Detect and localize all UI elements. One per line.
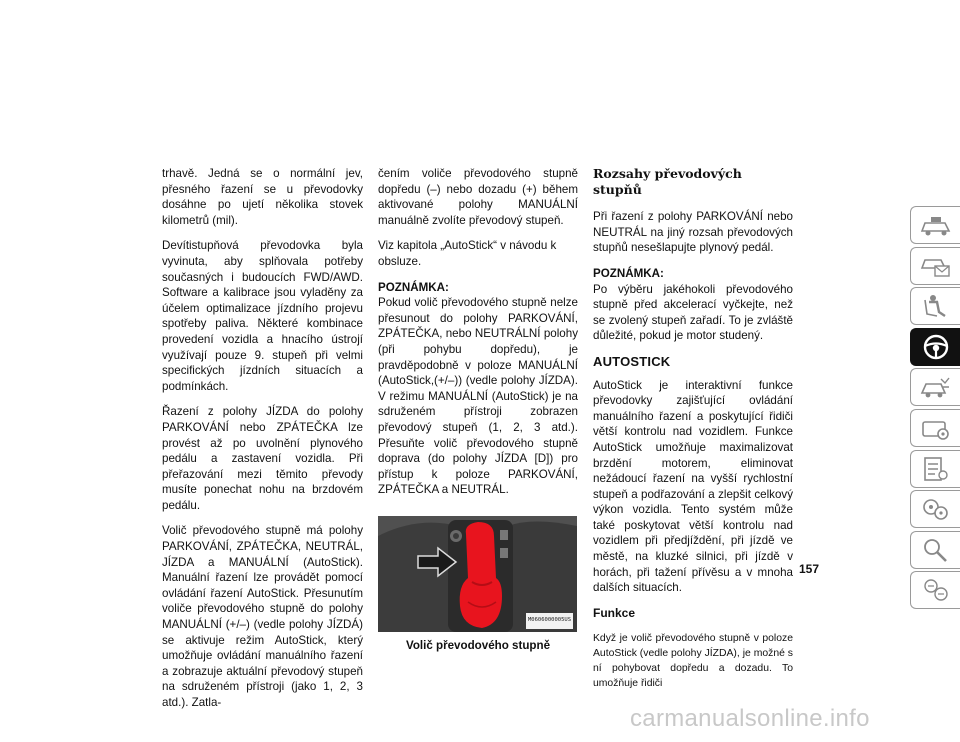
subsection-heading: Funkce <box>593 605 636 620</box>
seat-person-icon <box>919 292 953 320</box>
watermark: carmanualsonline.info <box>630 705 870 732</box>
tab-car-crash[interactable] <box>910 368 960 406</box>
paragraph: AutoStick je interaktivní funkce převodovky zajišťující ovládání manuálního řazení a poskytující řidiči větší kontrolu nad vozidlem. Funkce AutoStick umožňuje maximalizovat brzdění motorem, eliminovat nežádoucí řazení na vyšší rychlostní stupeň a podřazování a zlepšit celkový výkon vozidla. Tento systém může také poskytovat větší kontrolu nad vozidlem při předjíždění, při jízdě ve městě, na kluzké silnici, při jízdě v horách, při tažení přívěsu a v mnoha dalších situacích. <box>593 378 793 595</box>
magnifier-icon <box>919 536 953 564</box>
figure-code: M0606000005US <box>526 613 573 629</box>
gear-selector-figure <box>378 516 577 632</box>
page-number: 157 <box>799 562 820 576</box>
car-crash-icon <box>919 373 953 401</box>
tab-car-gear[interactable] <box>910 409 960 447</box>
note <box>378 280 578 498</box>
tab-car-mail[interactable] <box>910 247 960 285</box>
note <box>593 266 793 344</box>
paragraph: Když je volič převodového stupně v poloze AutoStick (vedle polohy JÍZDA), je možné s ní pohybovat dopředu a dozadu. To umožňuje řidiči <box>593 633 793 690</box>
paragraph: Viz kapitola „AutoStick“ v návodu k obsluze. <box>378 239 557 268</box>
checklist-icon <box>919 455 953 483</box>
car-mail-icon <box>919 252 953 280</box>
paragraph: čením voliče převodového stupně dopředu (–) nebo dozadu (+) během aktivované polohy MANUÁLNÍ manuálně zvolíte převodový stupeň. <box>378 167 578 227</box>
tab-checklist[interactable] <box>910 450 960 488</box>
media-discs-icon <box>919 495 953 523</box>
paragraph: Řazení z polohy JÍZDA do polohy PARKOVÁNÍ nebo ZPÁTEČKA lze provést až po uvolnění plynového pedálu a zastavení vozidla. Při přeřazování mezi těmito převody musíte ponechat nohu na brzdovém pedálu. <box>162 405 363 512</box>
paragraph: Při řazení z polohy PARKOVÁNÍ nebo NEUTRÁL na jiný rozsah převodových stupňů nesešlapujte plynový pedál. <box>593 210 793 255</box>
column-right <box>593 166 793 701</box>
figure-caption: Volič převodového stupně <box>405 638 551 652</box>
note-heading: POZNÁMKA: <box>593 266 664 280</box>
tab-languages[interactable] <box>910 571 960 609</box>
note-text: Po výběru jakéhokoli převodového stupně před akcelerací vyčkejte, než se zvolený stupeň zařadí. To je zvláště důležité, pokud je motor studený. <box>593 282 793 343</box>
paragraph: Volič převodového stupně má polohy PARKOVÁNÍ, ZPÁTEČKA, NEUTRÁL, JÍZDA a MANUÁLNÍ (AutoStick). Manuální řazení lze provádět pomocí ovládání řazení AutoStick. Přesunutím voliče převodového stupně do polohy MANUÁLNÍ (+/–) (vedle polohy JÍZDÁ) se aktivuje režim AutoStick, který umožňuje ovládání manuálního řazení a zobrazuje aktuální převodový stupeň na sdruženém přístroji (jako 1, 2, 3 atd.). Zatla- <box>162 524 363 709</box>
column-left <box>162 166 363 721</box>
note-heading: POZNÁMKA: <box>378 280 449 294</box>
section-heading: Rozsahy převodových stupňů <box>593 166 742 197</box>
section-heading: AUTOSTICK <box>593 353 671 369</box>
tab-seat-person[interactable] <box>910 287 960 325</box>
car-gear-icon <box>919 414 953 442</box>
chapter-tabs <box>910 206 960 612</box>
tab-media-discs[interactable] <box>910 490 960 528</box>
paragraph: trhavě. Jedná se o normální jev, přesného řazení se u převodovky dosáhne po ujetí několika stovek kilometrů (mil). <box>162 167 363 227</box>
car-dashboard-icon <box>919 211 953 239</box>
tab-steering-wheel[interactable] <box>910 328 960 366</box>
steering-wheel-icon <box>919 333 953 361</box>
tab-magnifier[interactable] <box>910 531 960 569</box>
tab-car-dashboard[interactable] <box>910 206 960 244</box>
column-middle <box>378 166 578 653</box>
paragraph: Devítistupňová převodovka byla vyvinuta, aby splňovala potřeby současných i budoucích FWD/AWD. Software a kalibrace jsou vyladěny za účelem optimalizace jízdního projevu spotřeby paliva. Některé kombinace provedení vozidla a hnacího ústrojí využívají pouze 9. stupeň při velmi specifických jízdních situacích a podmínkách. <box>162 239 363 393</box>
languages-icon <box>919 576 953 604</box>
note-text: Pokud volič převodového stupně nelze přesunout do polohy PARKOVÁNÍ, ZPÁTEČKA, nebo NEUTRÁLNÍ polohy (při pohybu dopředu), je pravděpodobně v poloze MANUÁLNÍ (AutoStick,(+/–)) (vedle polohy JÍZDA). V režimu MANUÁLNÍ (AutoStick) je na sdruženém přístroji zobrazen převodový stupeň (1, 2, 3 atd.). Přesuňte volič převodového stupně doprava (do polohy JÍZDA [D]) pro přístup k poloze PARKOVÁNÍ, ZPÁTEČKA a NEUTRÁL. <box>378 296 578 497</box>
